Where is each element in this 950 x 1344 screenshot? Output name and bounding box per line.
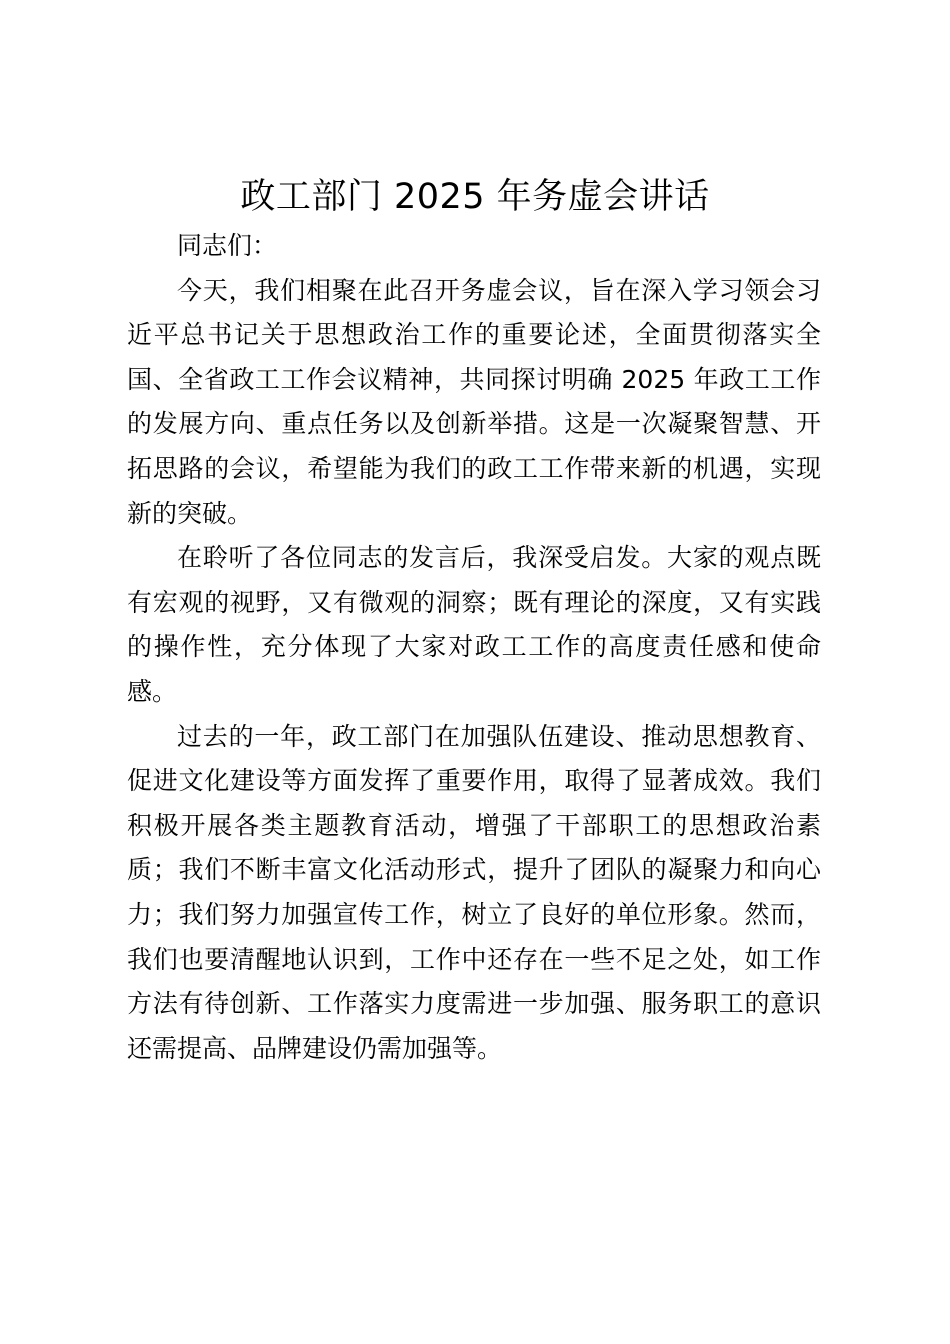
paragraph-3: 过去的一年，政工部门在加强队伍建设、推动思想教育、促进文化建设等方面发挥了重要作用，取得了显著成效。我们积极开展各类主题教育活动，增强了干部职工的思想政治素质；我们不断丰富文化活动形式，提升了团队的凝聚力和向心力；我们努力加强宣传工作，树立了良好的单位形象。然而，我们也要清醒地认识到，工作中还存在一些不足之处，如工作方法有待创新、工作落实力度需进一步加强、服务职工的意识还需提高、品牌建设仍需加强等。 [127,721,821,1063]
greeting: 同志们： [177,231,278,260]
paragraph-2: 在聆听了各位同志的发言后，我深受启发。大家的观点既有宏观的视野，又有微观的洞察；既有理论的深度，又有实践的操作性，充分体现了大家对政工工作的高度责任感和使命感。 [127,543,821,706]
document-body [127,224,821,1071]
paragraph-1: 今天，我们相聚在此召开务虚会议，旨在深入学习领会习近平总书记关于思想政治工作的重要论述，全面贯彻落实全国、全省政工工作会议精神，共同探讨明确 2025 年政工工作的发展方向、重点任务以及创新举措。这是一次凝聚智慧、开拓思路的会议，希望能为我们的政工工作带来新的机遇，实现新的突破。 [127,275,821,528]
document-title: 政工部门 2025 年务虚会讲话 [240,177,710,217]
